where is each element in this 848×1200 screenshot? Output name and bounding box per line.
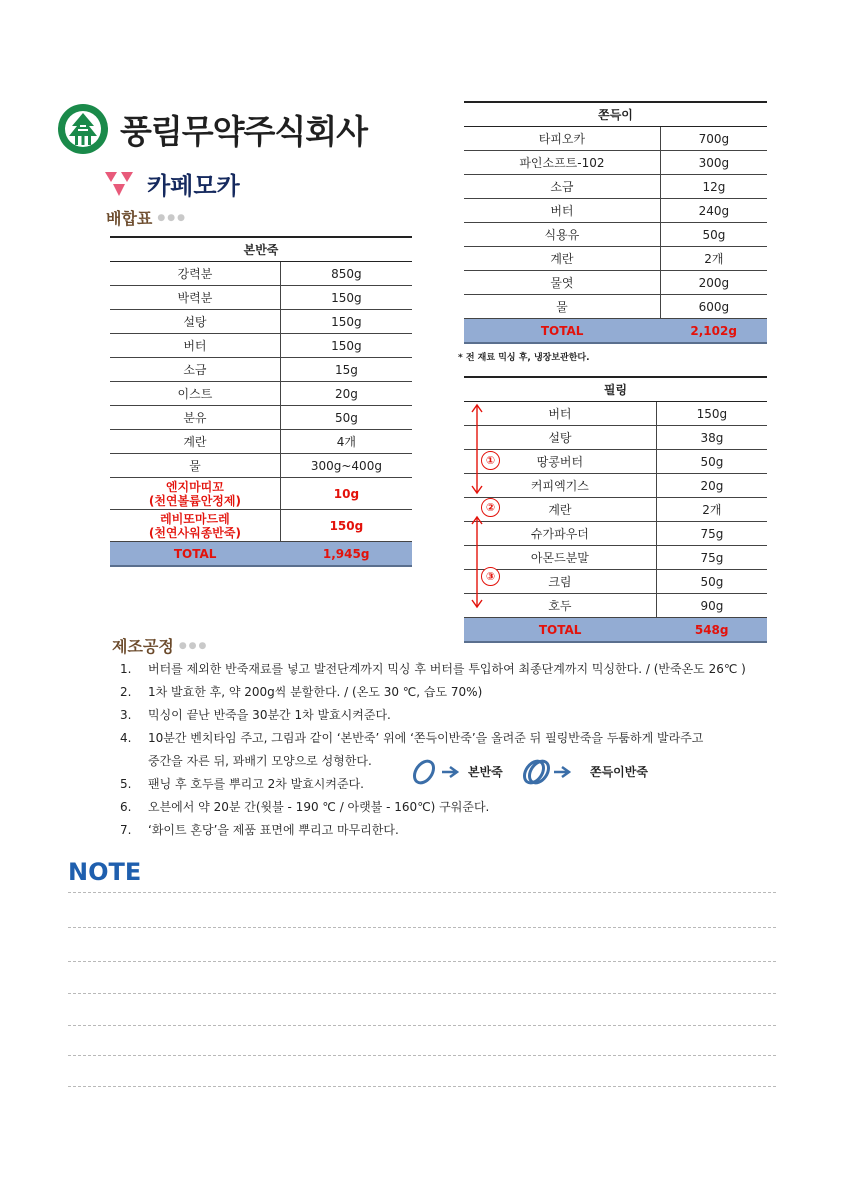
marker-1: ① [481,451,500,470]
table-row [110,286,412,310]
arrow-right-icon [440,764,464,780]
note-line [68,1086,776,1087]
ingredient-amount: 700g [660,127,767,151]
table-row [110,478,412,510]
ingredient-name: 분유 [110,406,280,430]
ingredient-name-sub: (천연사워종반죽) [148,525,241,540]
table-row [464,570,767,594]
filling-table [464,376,767,643]
recipe-label [106,206,187,229]
step-text [148,796,820,819]
ingredient-amount: 200g [660,271,767,295]
ingredient-name: 파인소프트-102 [464,151,660,175]
tree-logo-icon [58,104,108,154]
table-row [464,594,767,618]
table-row [464,522,767,546]
process-step [120,819,820,842]
ingredient-name: 물엿 [464,271,660,295]
step-text [148,681,820,704]
ingredient-name: 크림 [464,570,656,594]
ingredient-name: 박력분 [110,286,280,310]
ingredient-amount: 50g [660,223,767,247]
ingredient-amount: 150g [280,334,412,358]
ingredient-name: 버터 [464,199,660,223]
table-row [464,295,767,319]
ingredient-name: 슈가파우더 [464,522,656,546]
ingredient-name: 물 [110,454,280,478]
total-row [464,618,767,643]
ingredient-amount: 150g [280,510,412,542]
step-number: 7. [120,823,132,837]
company-name: 풍림무약주식회사 [120,111,368,151]
ingredient-name: 호두 [464,594,656,618]
ingredient-amount: 300g~400g [280,454,412,478]
process-steps [120,658,820,842]
table-row [464,223,767,247]
ingredient-amount: 300g [660,151,767,175]
company-logo [58,103,367,155]
total-value: 548g [656,618,767,643]
ingredient-name: 계란 [110,430,280,454]
note-line [68,993,776,994]
table-row [464,546,767,570]
step-text-line: 팬닝 후 호두를 뿌리고 2차 발효시켜준다. [148,777,364,791]
step-text-line: 중간을 자른 뒤, 꽈배기 모양으로 성형한다. [148,754,372,768]
step-number: 6. [120,800,132,814]
ingredient-amount: 15g [280,358,412,382]
table-row [110,510,412,542]
triangles-icon [103,170,135,198]
bonbanjuk-table [110,236,412,567]
ingredient-amount: 50g [656,570,767,594]
process-label [112,634,208,657]
marker-2: ② [481,498,500,517]
ingredient-name: 설탕 [464,426,656,450]
ingredient-amount: 12g [660,175,767,199]
diagram-label-jjon: 쫀득이반죽 [590,765,648,779]
product-title [103,166,240,201]
step-text [148,704,820,727]
ingredient-amount: 38g [656,426,767,450]
step-text-line: 오븐에서 약 20분 간(윗불 - 190 ℃ / 아랫불 - 160℃) 구워준다. [148,800,490,814]
ingredient-name: 커피엑기스 [464,474,656,498]
table-row [464,402,767,426]
dots-icon: ●●● [157,212,187,223]
shaping-diagram [408,757,668,787]
step-number: 4. [120,731,132,745]
table-row [110,310,412,334]
step-text-line: 1차 발효한 후, 약 200g씩 분할한다. / (온도 30 ℃, 습도 70%) [148,685,483,699]
ingredient-name: 물 [464,295,660,319]
recipe-label-text: 배합표 [106,209,153,228]
step-text [148,658,820,681]
step-number: 5. [120,777,132,791]
marker-3: ③ [481,567,500,586]
note-title: NOTE [68,858,142,886]
ingredient-name: 소금 [110,358,280,382]
note-line [68,927,776,928]
ingredient-amount: 10g [280,478,412,510]
table-row [464,474,767,498]
ingredient-amount: 150g [280,286,412,310]
ingredient-name: 계란 [464,498,656,522]
ingredient-amount: 2개 [656,498,767,522]
table-row [464,151,767,175]
ingredient-name: 버터 [110,334,280,358]
total-value: 2,102g [660,319,767,344]
ingredient-amount: 90g [656,594,767,618]
process-label-text: 제조공정 [112,637,174,656]
ingredient-amount: 50g [656,450,767,474]
table-row [110,430,412,454]
ingredient-amount: 50g [280,406,412,430]
table-row [464,450,767,474]
table-row [110,382,412,406]
ingredient-amount: 20g [656,474,767,498]
ingredient-name: 타피오카 [464,127,660,151]
note-line [68,892,776,893]
table-row [110,262,412,286]
ingredient-name: 소금 [464,175,660,199]
step-text-line: 버터를 제외한 반죽재료를 넣고 발전단계까지 믹싱 후 버터를 투입하여 최종단계까지 믹싱한다. / (반죽온도 26℃ ) [148,662,746,676]
step-text-line: ‘화이트 혼당’을 제품 표면에 뿌리고 마무리한다. [148,823,399,837]
storage-note: * 전 재료 믹싱 후, 냉장보관한다. [458,353,590,363]
ingredient-name: 설탕 [110,310,280,334]
table-row [110,454,412,478]
step-number: 1. [120,662,132,676]
ingredient-name: 땅콩버터 [464,450,656,474]
ingredient-name: 강력분 [110,262,280,286]
table-row [464,426,767,450]
total-row [464,319,767,344]
total-label: TOTAL [464,319,660,344]
step-number: 3. [120,708,132,722]
step-text-line: 믹싱이 끝난 반죽을 30분간 1차 발효시켜준다. [148,708,391,722]
product-name: 카페모카 [147,172,240,200]
ingredient-name [110,478,280,510]
total-value: 1,945g [280,542,412,567]
ingredient-name: 이스트 [110,382,280,406]
ingredient-name-line: 엔지마띠꼬 [165,479,224,494]
ingredient-amount: 600g [660,295,767,319]
ingredient-name-line: 레비또마드레 [160,511,230,526]
step-text [148,819,820,842]
table-title: 필링 [464,377,767,402]
ingredient-amount: 850g [280,262,412,286]
table-row [464,199,767,223]
step-number: 2. [120,685,132,699]
ingredient-amount: 150g [656,402,767,426]
arrow-right-icon [552,764,576,780]
ingredient-name: 계란 [464,247,660,271]
table-row [110,406,412,430]
note-line [68,1025,776,1026]
ingredient-name: 버터 [464,402,656,426]
ingredient-name: 식용유 [464,223,660,247]
jjondeugi-table [464,101,767,344]
table-row [464,247,767,271]
table-title: 쫀득이 [464,102,767,127]
total-label: TOTAL [110,542,280,567]
ingredient-name: 아몬드분말 [464,546,656,570]
ingredient-amount: 150g [280,310,412,334]
process-step [120,796,820,819]
dots-icon: ●●● [178,640,209,651]
table-row [464,498,767,522]
ingredient-amount: 75g [656,522,767,546]
ingredient-amount: 20g [280,382,412,406]
note-line [68,961,776,962]
process-step [120,658,820,681]
ingredient-amount: 240g [660,199,767,223]
table-row [464,127,767,151]
process-step [120,704,820,727]
ingredient-amount: 2개 [660,247,767,271]
ingredient-amount: 4개 [280,430,412,454]
table-row [464,271,767,295]
table-title: 본반죽 [110,237,412,262]
total-label: TOTAL [464,618,656,643]
ingredient-name-sub: (천연볼륨안정제) [148,493,241,508]
table-row [464,175,767,199]
step-text-line: 10분간 벤치타임 주고, 그림과 같이 ‘본반죽’ 위에 ‘쫀득이반죽’을 올려준 뒤 필링반죽을 두툼하게 발라주고 [148,731,704,745]
note-line [68,1055,776,1056]
total-row [110,542,412,567]
table-row [110,358,412,382]
diagram-label-bon: 본반죽 [468,765,503,779]
table-row [110,334,412,358]
ingredient-name [110,510,280,542]
process-step [120,681,820,704]
ingredient-amount: 75g [656,546,767,570]
